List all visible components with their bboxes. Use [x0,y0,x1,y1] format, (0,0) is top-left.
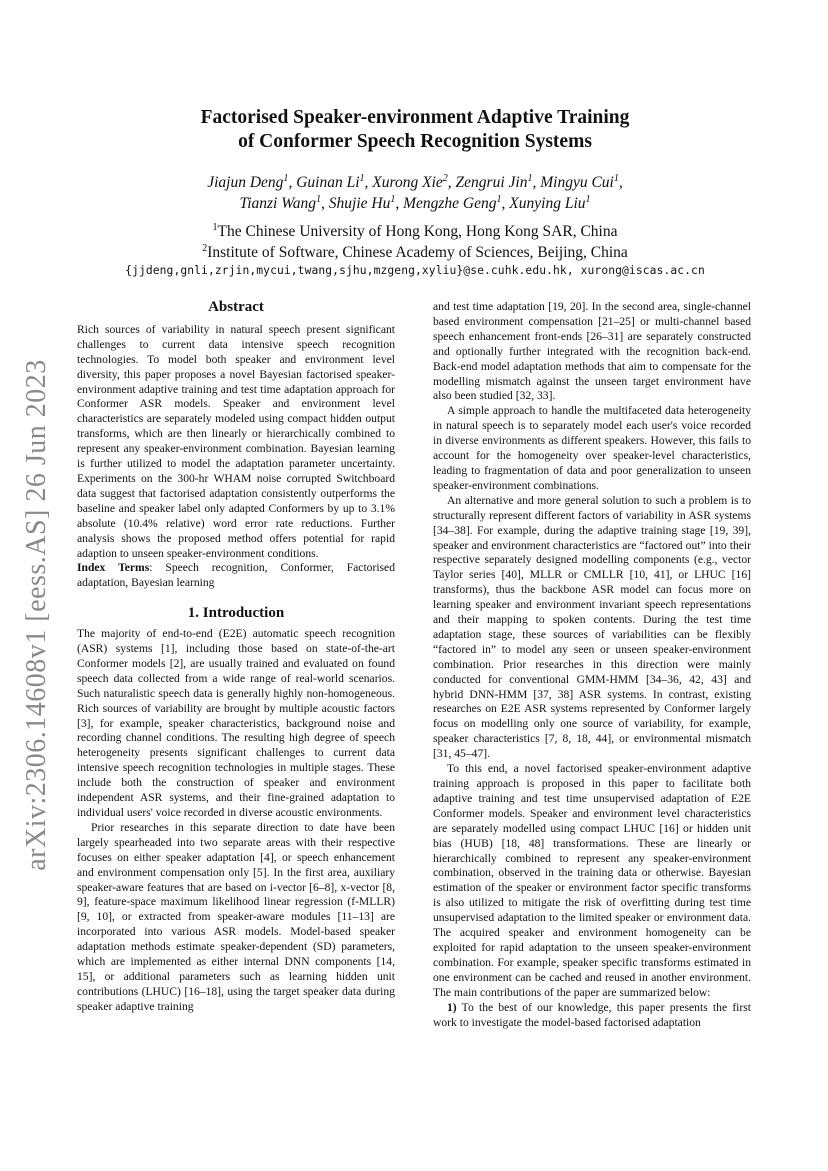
authors-line-1 [110,172,720,193]
author-affiliation-mark: 1 [527,172,533,184]
abstract-text: Rich sources of variability in natural speech present significant challenges to current data intensive speech recognition technologies. To model both speaker and environment level diversity, this paper proposes a novel Bayesian factorised speaker-environment adaptive training and test time adaptation approach for Conformer ASR models. Speaker and environment level characteristics are separately modeled using compact hidden output transforms, which are then linearly or hierarchically combined to represent any speaker-environment combination. Bayesian learning is further utilized to model the adaptation parameter uncertainty. Experiments on the 300-hr WHAM noise corrupted Switchboard data suggest that factorised adaptation consistently outperforms the baseline and speaker label only adapted Conformers by up to 3.1% absolute (10.4% relative) word error rate reductions. Further analysis shows the proposed method offers potential for rapid adaption to unseen speaker-environment conditions. [77,322,395,560]
index-terms [77,561,395,591]
author-separator: , [447,174,456,191]
affiliation-2-number: 2 [202,242,208,254]
author-name: Tianzi Wang [239,195,316,212]
author-affiliation-mark: 2 [442,172,448,184]
affiliation-1 [110,221,720,242]
intro-paragraph-6: To this end, a novel factorised speaker-environment adaptive training approach is proposed in this paper to facilitate both adaptive training and test time unsupervised adaptation of E2E Conformer models. Speaker and environment level characteristics are separately modelled using compact LHUC [16] or hidden unit bias (HUB) [18, 48] transformations. These are linearly or hierarchically combined to represent any speaker-environment combination, observed in the training data or otherwise. Bayesian estimation of the speaker or environment factor specific transforms is also utilized to mitigate the risk of overfitting during test time unsupervised adaptation to the limited speaker or environment data. The acquired speaker and environment homogeneity can be exploited for rapid adaptation to the unseen speaker-environment combination. For example, speaker specific transforms estimated in one environment can be cached and reused in another environment. The main contributions of the paper are summarized below: [433,762,751,999]
author-separator: , [618,174,623,191]
author-affiliation-mark: 1 [613,172,619,184]
paper-title [120,106,710,154]
author-list [110,172,720,214]
author-name: Shujie Hu [328,195,391,212]
author-name: Guinan Li [296,174,360,191]
author-name: Jiajun Deng [207,174,284,191]
author-name: Mengzhe Geng [403,195,497,212]
intro-paragraph-1: The majority of end-to-end (E2E) automatic speech recognition (ASR) systems [1], including those based on state-of-the-art Conformer models [2], are usually trained and evaluated on found speech data collected from a wide range of real-world scenarios. Such naturalistic speech data is generally highly non-homogeneous. Rich sources of variability are brought by multiple acoustic factors [3], for example, speaker characteristics, background noise and recording channel conditions. The resulting high degree of speech heterogeneity presents significant challenges to current data intensive speech recognition technologies in multiple stages. These include both the construction of speaker and environment independent ASR systems, and their fine-grained adaptation to individual users' voice recorded in diverse acoustic environments. [77,627,395,819]
left-column [77,300,395,1015]
author-separator: , [364,174,373,191]
affiliation-2-text: Institute of Software, Chinese Academy of Sciences, Beijing, China [207,244,628,261]
introduction-heading: 1. Introduction [187,605,285,622]
contribution-1-label: 1) [447,1000,457,1014]
title-line-2: of Conformer Speech Recognition Systems [238,131,592,152]
affiliation-2 [110,242,720,263]
author-name: Xunying Liu [509,195,586,212]
author-separator: , [501,195,510,212]
author-separator: , [395,195,404,212]
contribution-1-text: To the best of our knowledge, this paper presents the first work to investigate the model-based factorised adaptation [433,1000,751,1029]
intro-paragraph-3: and test time adaptation [19, 20]. In the second area, single-channel based environment compensation [21–25] or multi-channel based speech enhancement front-ends [26–31] are separately constructed and optionally further integrated with the recognition back-end. Back-end model adaptation methods that aim to compensate for the modelling mismatch against the unseen target environment have also been studied [32, 33]. [433,300,751,403]
author-affiliation-mark: 1 [315,193,322,205]
affiliation-1-text: The Chinese University of Hong Kong, Hong Kong SAR, China [217,223,618,240]
title-line-1: Factorised Speaker-environment Adaptive Training [200,107,630,128]
author-affiliation-mark: 1 [496,193,502,205]
author-separator: , [532,174,541,191]
abstract-heading: Abstract [208,299,264,315]
author-name: Xurong Xie [372,174,443,191]
author-affiliation-mark: 1 [283,172,289,184]
intro-paragraph-4: A simple approach to handle the multifaceted data heterogeneity in natural speech is to separately model each user's voice recorded in diverse environments as different speakers. However, this fails to account for the homogeneity over speaker-level characteristics, leading to fragmentation of data and poor generalization to unseen speaker-environment combinations. [433,404,751,492]
contribution-1 [433,1001,751,1031]
arxiv-identifier: arXiv:2306.14608v1 [eess.AS] 26 Jun 2023 [21,359,52,871]
author-separator: , [288,174,297,191]
intro-paragraph-5: An alternative and more general solution to such a problem is to structurally represent different factors of variability in ASR systems [34–38]. For example, during the adaptive training stage [19, 39], speaker and environment characteristics are “factored out” into their respective separately designed modelling components (e.g., vector Taylor series [40], MLLR or CMLLR [10, 41], or LHUC [16] transforms), thus the backbone ASR model can focus more on learning speaker and environment invariant speech representations and their mapping to spoken contents. During the test time adaptation stage, these sources of variabilities can be flexibly “factored in” to model any seen or unseen speaker-environment combination. Prior researches in this direction were mainly conducted for conventional GMM-HMM [34–36, 42, 43] and hybrid DNN-HMM [37, 38] ASR systems. In contrast, existing researches on E2E ASR systems represented by Conformer largely focus on modelling only one source of variability, for example, speaker characteristics [7, 8, 18, 44], or environmental mismatch [31, 45–47]. [433,493,751,761]
author-affiliation-mark: 1 [390,193,396,205]
right-column [433,300,751,1030]
author-emails: {jjdeng,gnli,zrjin,mycui,twang,sjhu,mzgeng,xyliu}@se.cuhk.edu.hk, xurong@iscas.ac.cn [125,264,705,277]
author-name: Zengrui Jin [455,174,528,191]
authors-line-2 [110,193,720,214]
intro-paragraph-2: Prior researches in this separate direction to date have been largely spearheaded into two separate areas with their respective focuses on either speaker adaptation [4], or speech enhancement and environment compensation only [5]. In the first area, auxiliary speaker-aware features that are based on i-vector [6–8], x-vector [8, 9], feature-space maximum likelihood linear regression (f-MLLR) [9, 10], or extracted from speaker-aware modules [11–13] are incorporated into various ASR models. Model-based speaker adaptation methods estimate speaker-dependent (SD) parameters, which are implemented as either internal DNN components [14, 15], or additional parameters such as learning hidden unit contributions (LHUC) [16–18], using the target speaker data during speaker adaptive training [77,820,395,1013]
affiliations [110,221,720,263]
author-name: Mingyu Cui [540,174,614,191]
author-separator: , [321,195,329,212]
affiliation-1-number: 1 [212,221,218,233]
author-affiliation-mark: 1 [585,193,591,205]
index-terms-label: Index Terms [77,561,150,575]
author-affiliation-mark: 1 [359,172,365,184]
arxiv-sidebar [12,355,62,875]
index-terms-text: : Speech recognition, Conformer, Factorised adaptation, Bayesian learning [77,561,395,590]
